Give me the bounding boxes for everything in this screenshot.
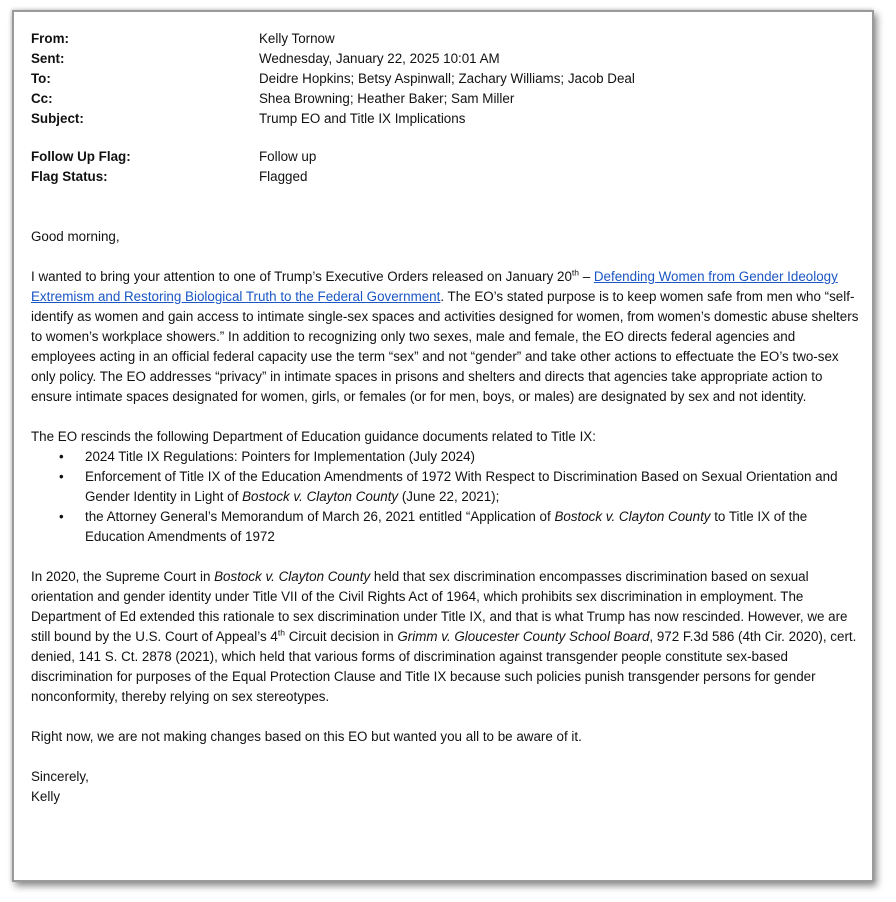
list-item xyxy=(59,447,861,467)
p1-text-a: I wanted to bring your attention to one of Trump’s Executive Orders released on January 20 xyxy=(31,269,572,284)
b3-text-b: to Title IX of the Education Amendments of 1972 xyxy=(85,509,808,544)
cc-value: Shea Browning; Heather Baker; Sam Miller xyxy=(259,91,515,106)
header-spacer xyxy=(31,129,861,147)
rescinded-list xyxy=(31,447,861,547)
b2-text-b: (June 22, 2021); xyxy=(398,489,500,504)
list-item xyxy=(59,467,861,507)
bullet-icon: • xyxy=(59,449,64,464)
p1-text-c: . The EO’s stated purpose is to keep women safe from men who “self-identify as women and gain access to intimate single-sex spaces and activities designed for women, from women’s domestic abuse shelters to women’s workplace showers.” In addition to recognizing only two sexes, male and female, the EO directs federal agencies and employees acting in an official federal capacity use the term “sex” and not “gender” and take other actions to effectuate the EO’s two-sex only policy. The EO addresses “privacy” in intimate spaces in prisons and shelters and directs that agencies take appropriate action to ensure intimate spaces designated for women, girls, or females (or for men, boys, or males) are designated by sex and not identity. xyxy=(31,289,859,404)
header-to xyxy=(31,69,861,89)
p3-text-a: In 2020, the Supreme Court in xyxy=(31,569,215,584)
b2-case: Bostock v. Clayton County xyxy=(242,489,399,504)
header-followup xyxy=(31,147,861,167)
from-value: Kelly Tornow xyxy=(259,31,335,46)
p3-text-b: held that sex discrimination encompasses discrimination based on sexual orientation and gender identity under Title VII of the Civil Rights Act of 1964, which prohibits sex discrimination in employment. The Department of Ed extended this rationale to sex discrimination under Title IX, and that is what Trump has now rescinded. However, we are still bound by the U.S. Court of Appeal’s 4 xyxy=(31,569,848,644)
body-spacer xyxy=(31,187,861,211)
p3-ordinal: th xyxy=(277,627,285,638)
eo-link[interactable]: Defending Women from Gender Ideology Extremism and Restoring Biological Truth to the Federal Government xyxy=(31,269,838,304)
flagstatus-value: Flagged xyxy=(259,169,308,184)
p3-text-d: , 972 F.3d 586 (4th Cir. 2020), cert. denied, 141 S. Ct. 2878 (2021), which held that various forms of discrimination against transgender people constitute sex-based discrimination for purposes of the Equal Protection Clause and Title IX because such policies punish transgender persons for gender nonconformity, thereby relying on sex stereotypes. xyxy=(31,629,857,704)
header-cc xyxy=(31,89,861,109)
header-from xyxy=(31,29,861,49)
p3-case-grimm: Grimm v. Gloucester County School Board xyxy=(397,629,650,644)
p1-dash: – xyxy=(579,269,594,284)
bullet-icon: • xyxy=(59,509,64,524)
b2-text-a: Enforcement of Title IX of the Education Amendments of 1972 With Respect to Discrimination Based on Sexual Orientation and Gender Identity in Light of xyxy=(85,469,838,504)
to-label: To: xyxy=(31,71,51,86)
followup-value: Follow up xyxy=(259,149,317,164)
closing: Sincerely, xyxy=(31,769,89,784)
subject-value: Trump EO and Title IX Implications xyxy=(259,111,466,126)
email-content xyxy=(31,29,861,807)
sent-label: Sent: xyxy=(31,51,65,66)
to-value: Deidre Hopkins; Betsy Aspinwall; Zachary Williams; Jacob Deal xyxy=(259,71,635,86)
list-item xyxy=(59,507,861,547)
greeting: Good morning, xyxy=(31,229,120,244)
cc-label: Cc: xyxy=(31,91,53,106)
flagstatus-label: Flag Status: xyxy=(31,169,108,184)
p3-text-c: Circuit decision in xyxy=(284,629,398,644)
header-sent xyxy=(31,49,861,69)
p3-case-bostock: Bostock v. Clayton County xyxy=(214,569,371,584)
header-flagstatus xyxy=(31,167,861,187)
subject-label: Subject: xyxy=(31,111,84,126)
followup-label: Follow Up Flag: xyxy=(31,149,131,164)
from-label: From: xyxy=(31,31,69,46)
email-document xyxy=(12,10,874,882)
b3-case: Bostock v. Clayton County xyxy=(554,509,711,524)
paragraph-rightnow: Right now, we are not making changes based on this EO but wanted you all to be aware of it. xyxy=(31,729,582,744)
b1-text: 2024 Title IX Regulations: Pointers for Implementation (July 2024) xyxy=(85,449,476,464)
paragraph-rescinds: The EO rescinds the following Department of Education guidance documents related to Title IX: xyxy=(31,429,596,444)
bullet-icon: • xyxy=(59,469,64,484)
paragraph-intro xyxy=(31,267,861,407)
signature: Kelly xyxy=(31,789,61,804)
sent-value: Wednesday, January 22, 2025 10:01 AM xyxy=(259,51,500,66)
header-subject xyxy=(31,109,861,129)
p1-ordinal: th xyxy=(571,267,579,278)
paragraph-bostock xyxy=(31,567,861,707)
b3-text-a: the Attorney General’s Memorandum of March 26, 2021 entitled “Application of xyxy=(85,509,555,524)
